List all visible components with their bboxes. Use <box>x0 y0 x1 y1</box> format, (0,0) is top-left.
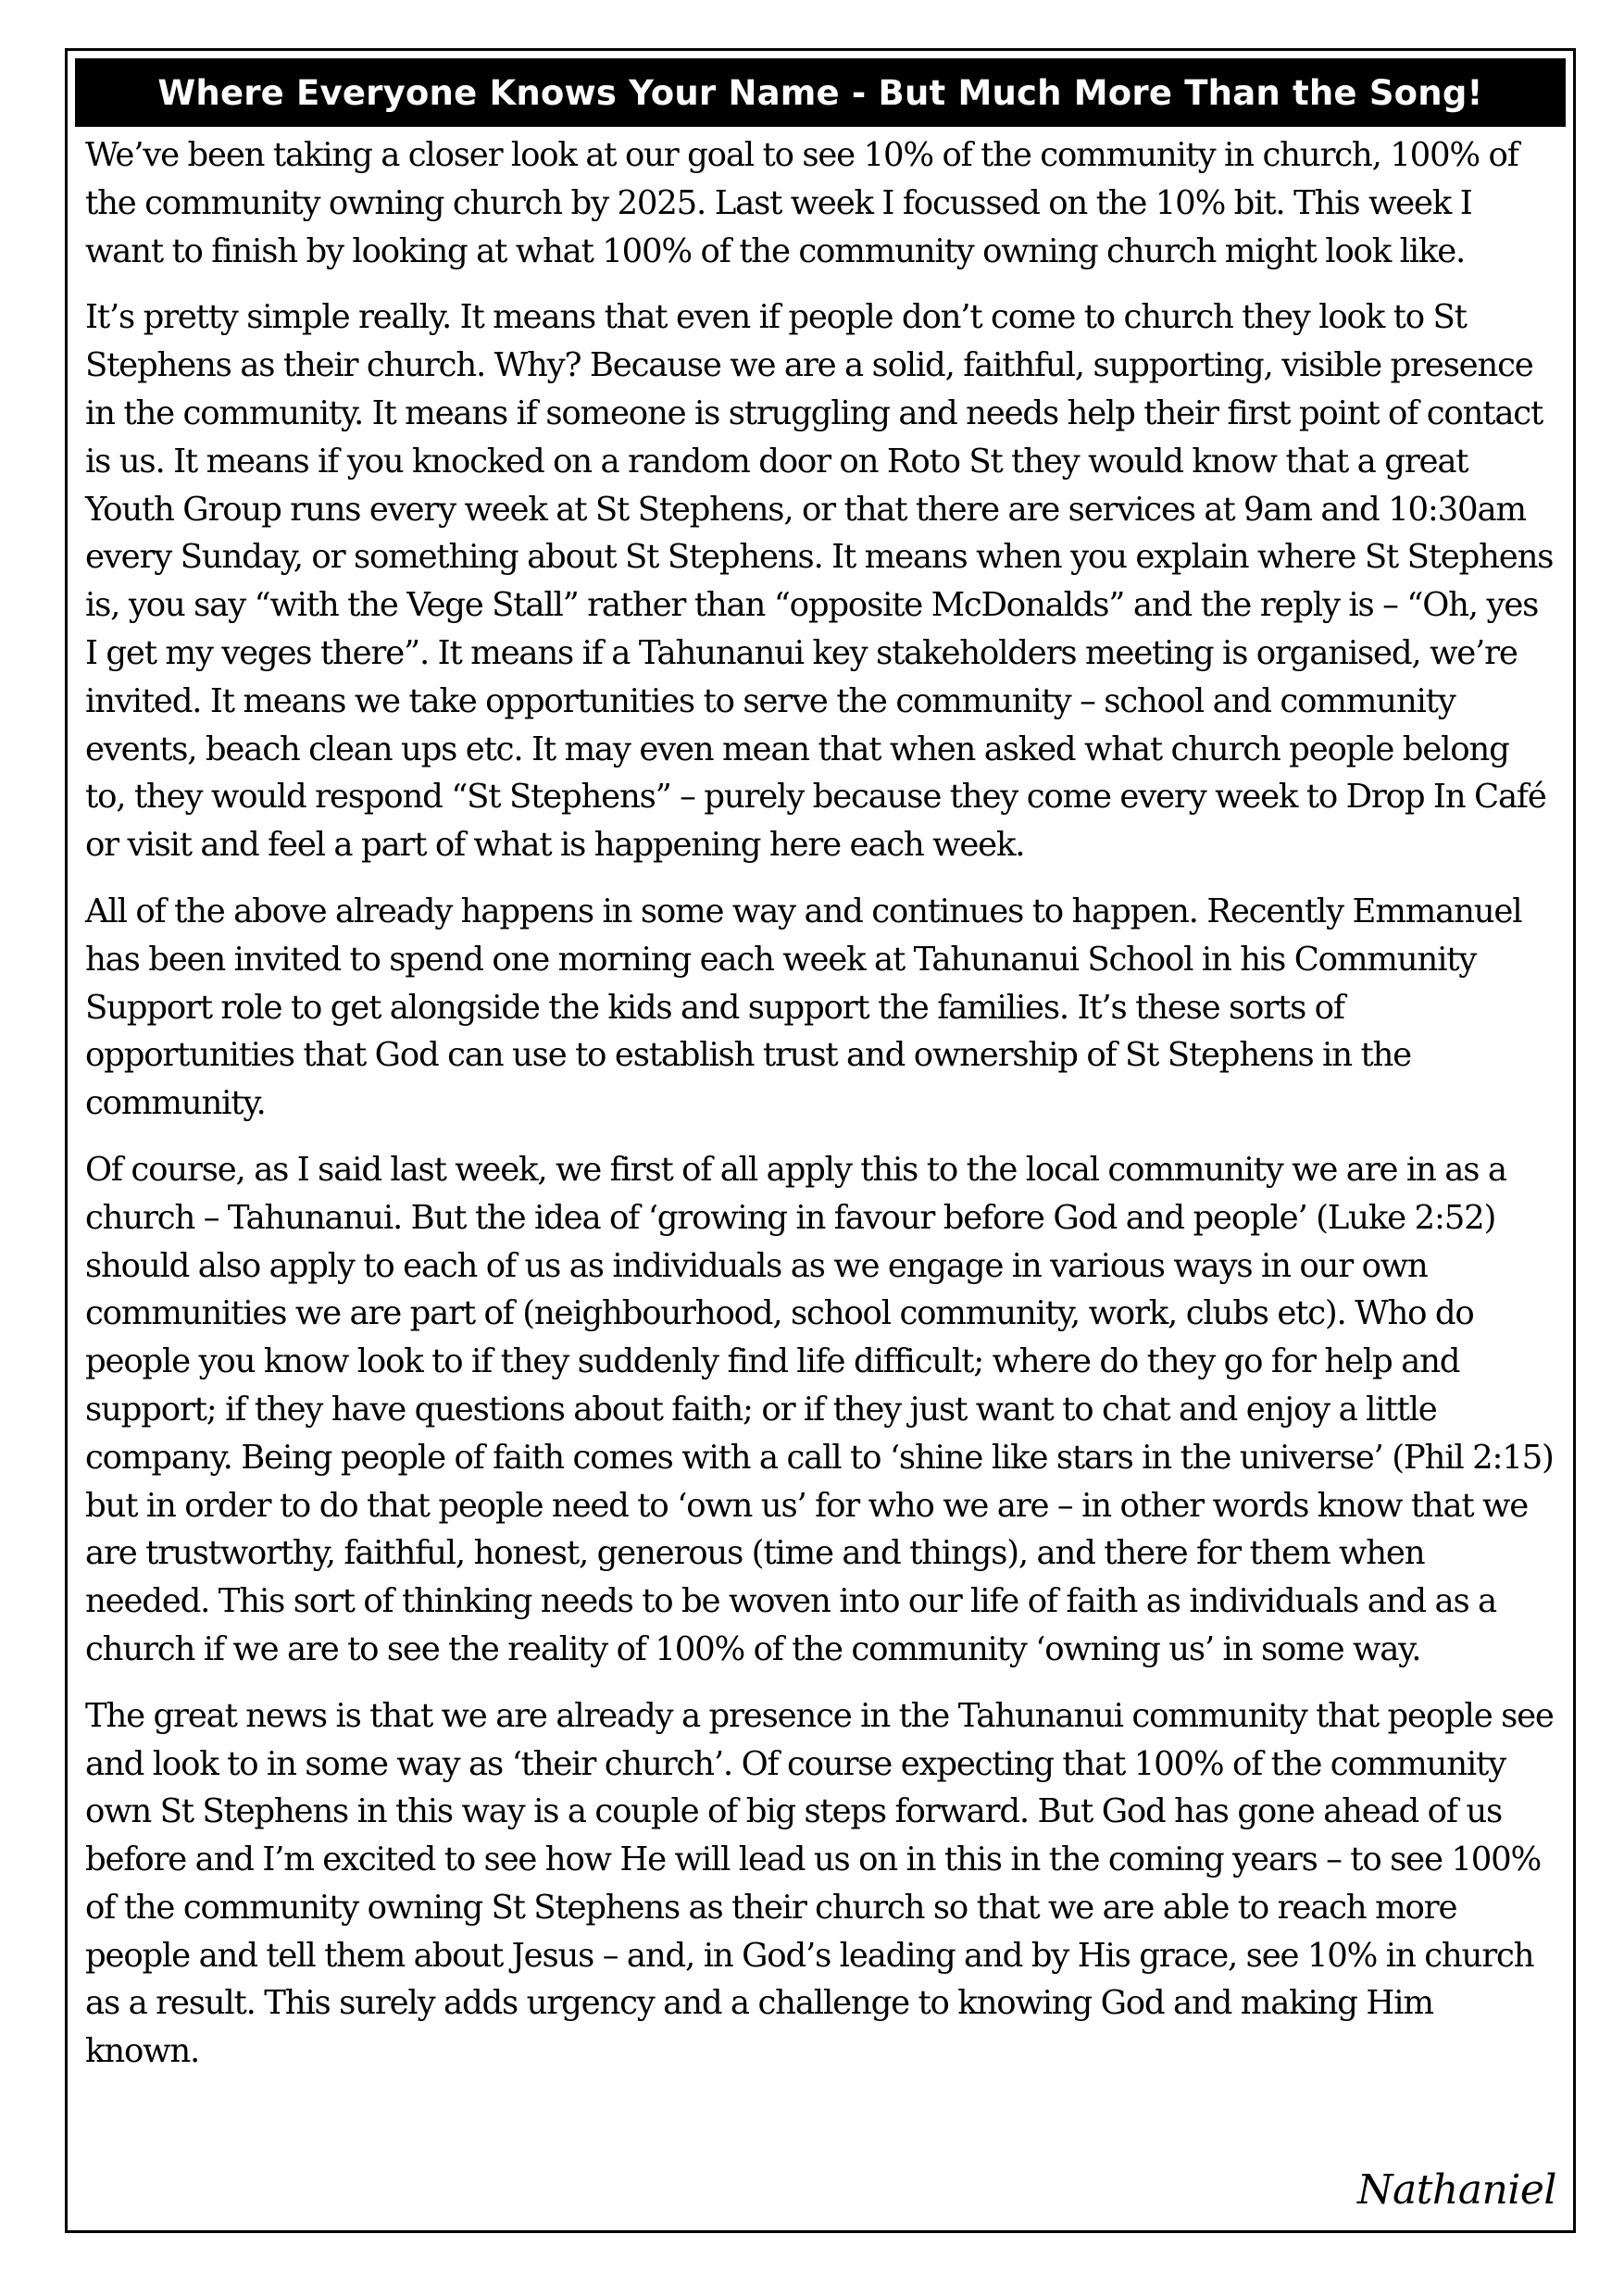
paragraph-2: It’s pretty simple really. It means that even if people don’t come to church they look to St Stephens as their church. Why? Because we are a solid, faithful, supporting, visible presence in the community. It means if someone is struggling and needs help their first point of contact is us. It means if you knocked on a random door on Roto St they would know that a great Youth Group runs every week at St Stephens, or that there are services at 9am and 10:30am every Sunday, or something about St Stephens. It means when you explain where St Stephens is, you say “with the Vege Stall” rather than “opposite McDonalds” and the reply is – “Oh, yes I get my veges there”. It means if a Tahunanui key stakeholders meeting is organised, we’re invited. It means we take opportunities to serve the community – school and community events, beach clean ups etc. It may even mean that when asked what church people belong to, they would respond “St Stephens” – purely because they come every week to Drop In Café or visit and feel a part of what is happening here each week. <box>85 298 1554 865</box>
paragraph-1: We’ve been taking a closer look at our goal to see 10% of the community in church, 100% of the community owning church by 2025. Last week I focussed on the 10% bit. This week I want to finish by looking at what 100% of the community owning church might look like. <box>85 136 1518 270</box>
paragraph-3: All of the above already happens in some way and continues to happen. Recently Emmanuel has been invited to spend one morning each week at Tahunanui School in his Community Support role to get alongside the kids and support the families. It’s these sorts of opportunities that God can use to establish trust and ownership of St Stephens in the community. <box>85 892 1522 1123</box>
article-title: Where Everyone Knows Your Name - But Much More Than the Song! <box>75 58 1566 127</box>
author-signature: Nathaniel <box>1356 2166 1556 2214</box>
paragraph-5: The great news is that we are already a presence in the Tahunanui community that people see and look to in some way as ‘their church’. Of course expecting that 100% of the community own St Stephens in this way is a couple of big steps forward. But God has gone ahead of us before and I’m excited to see how He will lead us on in this in the coming years – to see 100% of the community owning St Stephens as their church so that we are able to reach more people and tell them about Jesus – and, in God’s leading and by His grace, see 10% in church as a result. This surely adds urgency and a challenge to knowing God and making Him known. <box>85 1696 1554 2071</box>
article-frame <box>65 48 1576 2233</box>
paragraph-4: Of course, as I said last week, we first of all apply this to the local community we are in as a church – Tahunanui. But the idea of ‘growing in favour before God and people’ (Luke 2:52) should also apply to each of us as individuals as we engage in various ways in our own communities we are part of (neighbourhood, school community, work, clubs etc). Who do people you know look to if they suddenly find life difficult; where do they go for help and support; if they have questions about faith; or if they just want to chat and enjoy a little company. Being people of faith comes with a call to ‘shine like stars in the universe’ (Phil 2:15) but in order to do that people need to ‘own us’ for who we are – in other words know that we are trustworthy, faithful, honest, generous (time and things), and there for them when needed. This sort of thinking needs to be woven into our life of faith as individuals and as a church if we are to see the reality of 100% of the community ‘owning us’ in some way. <box>85 1150 1554 1668</box>
article-body <box>85 131 1555 2094</box>
